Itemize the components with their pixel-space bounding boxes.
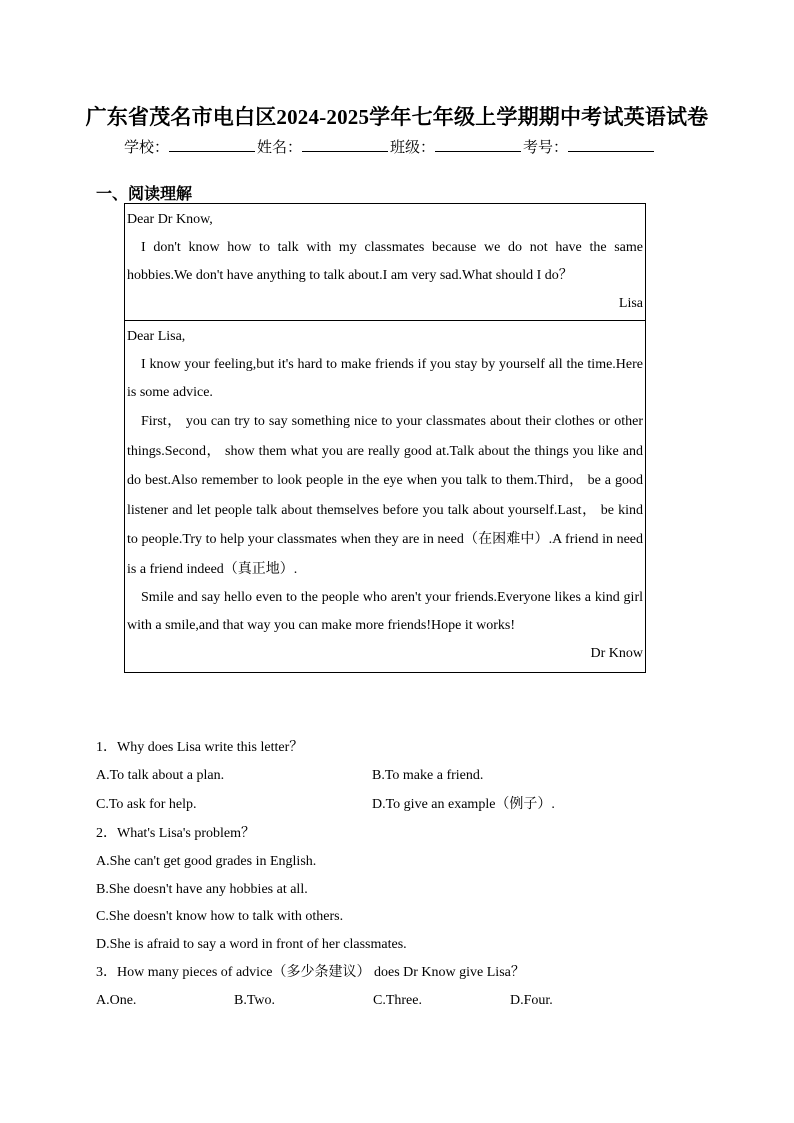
question-1 — [96, 733, 696, 819]
option-a[interactable]: A.She can't get good grades in English. — [96, 854, 317, 869]
option-a[interactable]: A.To talk about a plan. — [96, 768, 225, 783]
option-c[interactable]: C.To ask for help. — [96, 796, 197, 812]
letter-greeting: Dear Lisa, — [127, 329, 186, 344]
letter-from-lisa — [125, 204, 645, 320]
letter-paragraph: Smile and say hello even to the people who aren't your friends.Everyone likes a kind girl with a smile,and that way you can make more friends!Hope it works! — [127, 590, 643, 633]
question-2 — [96, 819, 696, 958]
question-list — [96, 733, 696, 1016]
option-b[interactable]: B.Two. — [234, 993, 276, 1008]
letter-paragraph: First， you can try to say something nice to your classmates about their clothes or other things.Second， show them what you are really good at.Talk about the things you like and do best.Also remember to look people in the eye when you talk to them.Third， be a good listener and let people talk about themselves before you talk about yourself.Last， be kind to people.Try to help your classmates when they are in need（在困难中）.A friend in need is a friend indeed（真正地）. — [127, 414, 643, 577]
question-3 — [96, 958, 696, 1016]
option-d[interactable]: D.Four. — [510, 993, 553, 1008]
letter-greeting: Dear Dr Know, — [127, 212, 213, 227]
class-label: 班级： — [390, 140, 436, 156]
letter-signature: Dr Know — [590, 646, 643, 661]
section-heading-reading: 一、阅读理解 — [96, 186, 193, 203]
exam-title: 广东省茂名市电白区2024-2025学年七年级上学期期中考试英语试卷 — [85, 105, 709, 129]
school-blank[interactable] — [169, 137, 255, 152]
option-row — [96, 791, 696, 820]
option-b[interactable]: B.To make a friend. — [372, 768, 484, 783]
option-row — [96, 987, 696, 1016]
letter-body: I don't know how to talk with my classmates because we do not have the same hobbies.We don't have anything to talk about.I am very sad.What should I do？ — [127, 240, 643, 283]
question-stem: 3．How many pieces of advice（多少条建议） does Dr Know give Lisa？ — [96, 965, 525, 980]
number-label: 考号： — [523, 140, 569, 156]
class-blank[interactable] — [435, 137, 521, 152]
letter-from-dr-know — [125, 320, 645, 672]
name-label: 姓名： — [257, 140, 303, 156]
student-info-line — [124, 136, 656, 157]
option-d[interactable]: D.She is afraid to say a word in front of her classmates. — [96, 936, 407, 952]
question-stem: 2．What's Lisa's problem？ — [96, 826, 256, 841]
option-d[interactable]: D.To give an example（例子）. — [372, 796, 555, 812]
number-blank[interactable] — [568, 137, 654, 152]
option-row — [96, 762, 696, 791]
letter-paragraph: I know your feeling,but it's hard to make friends if you stay by yourself all the time.Here is some advice. — [127, 357, 643, 400]
letters-box — [124, 203, 646, 673]
option-a[interactable]: A.One. — [96, 993, 137, 1008]
letter-signature: Lisa — [618, 296, 643, 311]
option-b[interactable]: B.She doesn't have any hobbies at all. — [96, 881, 308, 897]
name-blank[interactable] — [302, 137, 388, 152]
question-stem: 1．Why does Lisa write this letter？ — [96, 740, 304, 755]
option-c[interactable]: C.Three. — [373, 993, 422, 1008]
school-label: 学校： — [124, 140, 170, 156]
option-c[interactable]: C.She doesn't know how to talk with others. — [96, 909, 344, 924]
